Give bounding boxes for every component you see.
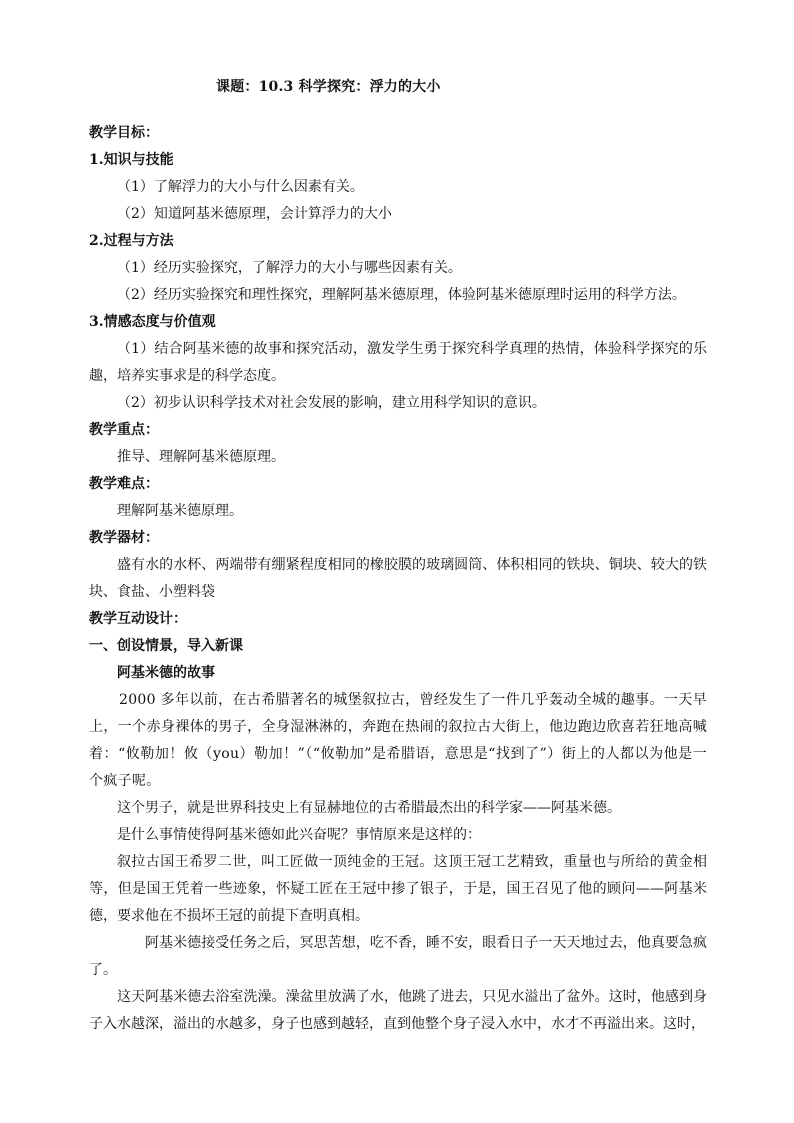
story-paragraph: 这天阿基米德去浴室洗澡。澡盆里放满了水，他跳了进去，只见水溢出了盆外。这时，他感到身子入水越深，溢出的水越多，身子也感到越轻，直到他整个身子浸入水中，水才不再溢出来。这时， <box>89 989 707 1032</box>
difficulty-text: 理解阿基米德原理。 <box>117 503 243 519</box>
section-heading: 一、创设情景，导入新课 <box>89 638 243 654</box>
story-paragraph: 叙拉古国王希罗二世，叫工匠做一顶纯金的王冠。这顶王冠工艺精致，重量也与所给的黄金相等，但是国王凭着一些迹象，怀疑工匠在王冠中掺了银子，于是，国王召见了他的顾问——阿基米德，要求他在不损坏王冠的前提下查明真相。 <box>89 854 707 924</box>
knowledge-item: （1）了解浮力的大小与什么因素有关。 <box>117 179 364 195</box>
process-item: （2）经历实验探究和理性探究，理解阿基米德原理，体验阿基米德原理时运用的科学方法。 <box>117 287 686 303</box>
objectives-heading: 教学目标： <box>89 125 159 141</box>
attitude-item: （2）初步认识科学技术对社会发展的影响，建立用科学知识的意识。 <box>117 395 546 411</box>
knowledge-item: （2）知道阿基米德原理，会计算浮力的大小 <box>117 206 392 222</box>
story-paragraph: 这个男子，就是世界科技史上有显赫地位的古希腊最杰出的科学家——阿基米德。 <box>117 800 621 816</box>
attitude-heading: 3.情感态度与价值观 <box>89 314 216 330</box>
story-paragraph: 是什么事情使得阿基米德如此兴奋呢？事情原来是这样的： <box>117 827 481 843</box>
equipment-heading: 教学器材： <box>89 530 159 546</box>
difficulty-heading: 教学难点： <box>89 476 159 492</box>
interactive-design-heading: 教学互动设计： <box>89 611 187 627</box>
key-point-text: 推导、理解阿基米德原理。 <box>117 449 285 465</box>
attitude-item: （1）结合阿基米德的故事和探究活动，激发学生勇于探究科学真理的热情，体验科学探究的乐趣，培养实事求是的科学态度。 <box>89 341 707 384</box>
process-heading: 2.过程与方法 <box>89 233 174 249</box>
document-body <box>89 120 707 1038</box>
key-point-heading: 教学重点： <box>89 422 159 438</box>
knowledge-heading: 1.知识与技能 <box>89 152 174 168</box>
story-paragraph: 2000 多年以前，在古希腊著名的城堡叙拉古，曾经发生了一件几乎轰动全城的趣事。一天早上，一个赤身裸体的男子，全身湿淋淋的，奔跑在热闹的叙拉古大街上，他边跑边欣喜若狂地高喊着：“攸勒加！攸（you）勒加！”（“攸勒加”是希腊语，意思是“找到了”）街上的人都以为他是一个疯子呢。 <box>89 692 707 789</box>
story-title: 阿基米德的故事 <box>117 665 215 681</box>
story-paragraph: 阿基米德接受任务之后，冥思苦想，吃不香，睡不安，眼看日子一天天地过去，他真要急疯了。 <box>89 935 707 978</box>
lesson-title: 课题：10.3 科学探究：浮力的大小 <box>216 79 441 95</box>
equipment-text: 盛有水的水杯、两端带有绷紧程度相同的橡胶膜的玻璃圆筒、体积相同的铁块、铜块、较大的铁块、食盐、小塑料袋 <box>89 557 707 600</box>
process-item: （1）经历实验探究，了解浮力的大小与哪些因素有关。 <box>117 260 462 276</box>
